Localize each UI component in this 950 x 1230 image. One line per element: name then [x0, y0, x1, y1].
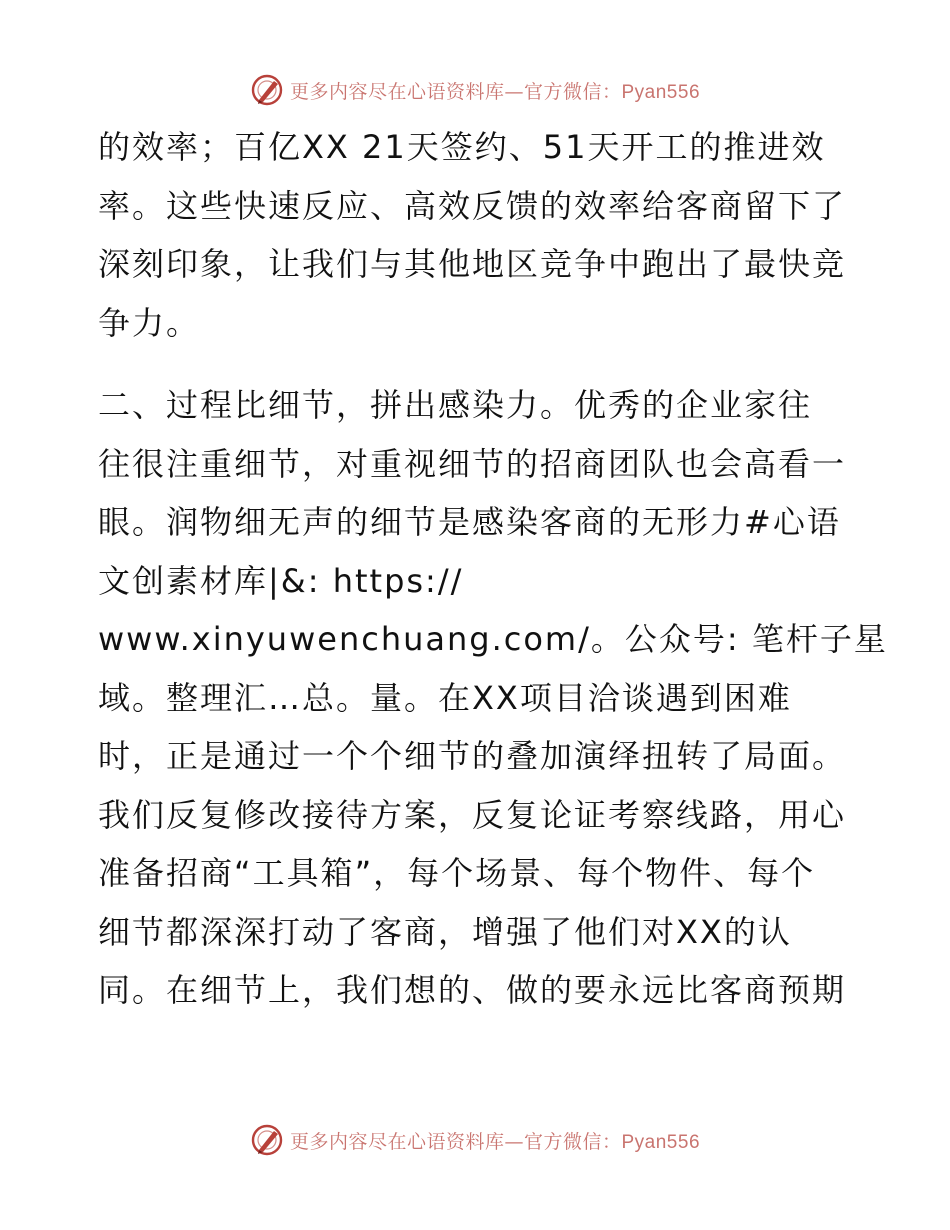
text-line: 时，正是通过一个个细节的叠加演绎扭转了局面。 [98, 737, 847, 775]
pen-in-circle-logo-icon [250, 73, 284, 107]
header-banner [0, 70, 950, 110]
text-line: 同。在细节上，我们想的、做的要永远比客商预期 [98, 971, 847, 1009]
footer-banner-text [290, 1127, 700, 1154]
text-line: 准备招商“工具箱”，每个场景、每个物件、每个 [98, 854, 816, 892]
text-line: 争力。 [98, 303, 201, 342]
paragraph-2 [98, 376, 888, 1020]
paragraph-gap [98, 352, 858, 376]
header-banner-contact: Pyan556 [621, 81, 701, 103]
text-line: 的效率；百亿XX 21天签约、51天开工的推进效 [98, 128, 826, 166]
text-line: 细节都深深打动了客商，增强了他们对XX的认 [98, 912, 792, 951]
text-line: 域。整理汇…总。量。在XX项目洽谈遇到困难 [98, 678, 792, 717]
footer-banner-contact: Pyan556 [621, 1131, 701, 1153]
document-body [98, 118, 888, 1020]
header-banner-label: 更多内容尽在心语资料库—官方微信： [289, 80, 622, 103]
pen-in-circle-logo-icon [250, 1123, 284, 1157]
text-line: 文创素材库|&: https:// [98, 561, 464, 600]
paragraph-1 [98, 118, 858, 352]
footer-banner [0, 1120, 950, 1160]
text-line: 往很注重细节，对重视细节的招商团队也会高看一 [98, 444, 847, 483]
text-line: 深刻印象，让我们与其他地区竞争中跑出了最快竞 [98, 245, 847, 283]
footer-banner-label: 更多内容尽在心语资料库—官方微信： [289, 1130, 622, 1153]
text-line: 二、过程比细节，拼出感染力。优秀的企业家往 [98, 386, 813, 424]
text-line: 我们反复修改接待方案，反复论证考察线路，用心 [98, 795, 847, 834]
text-line: 眼。润物细无声的细节是感染客商的无形力#心语 [98, 503, 841, 541]
text-line: 率。这些快速反应、高效反馈的效率给客商留下了 [98, 186, 847, 225]
text-line: www.xinyuwenchuang.com/。公众号: 笔杆子星 [98, 620, 888, 658]
header-banner-text [290, 77, 700, 104]
